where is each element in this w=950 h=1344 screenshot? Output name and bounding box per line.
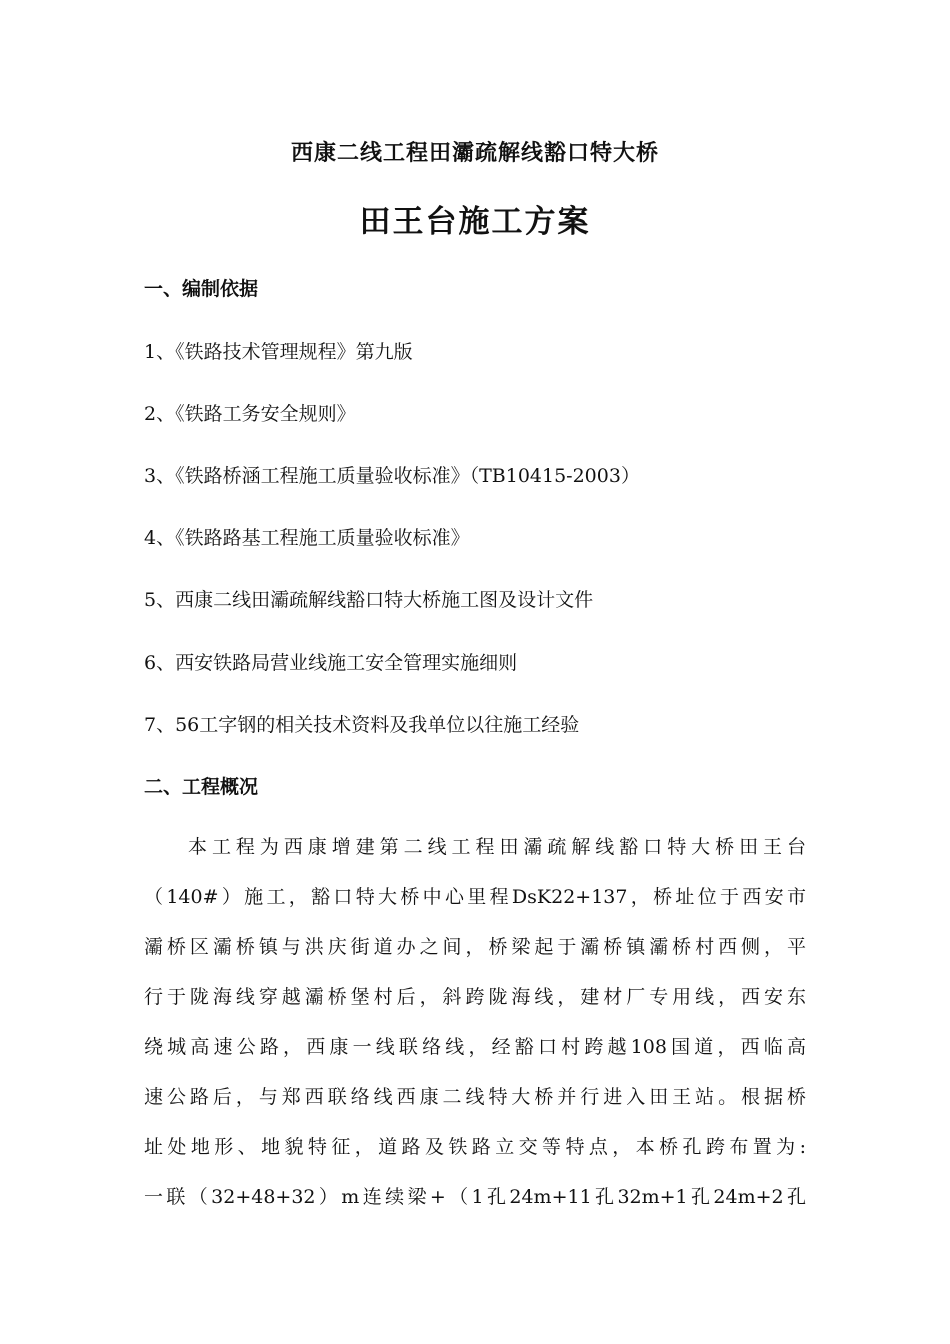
paragraph-line: 一联（32+48+32）m连续梁+（1孔24m+11孔32m+1孔24m+2孔 (144, 1186, 806, 1208)
document-title: 西康二线工程田灞疏解线豁口特大桥 (290, 140, 659, 166)
paragraph-line: 绕城高速公路，西康一线联络线，经豁口村跨越108国道，西临高 (144, 1036, 806, 1058)
section-heading-overview: 二、工程概况 (144, 776, 259, 798)
paragraph-line: 址处地形、地貌特征，道路及铁路立交等特点，本桥孔跨布置为: (144, 1136, 806, 1158)
reference-item: 3、《铁路桥涵工程施工质量验收标准》（TB10415-2003） (144, 465, 640, 487)
paragraph-line: （140#）施工，豁口特大桥中心里程DsK22+137，桥址位于西安市 (144, 886, 806, 908)
reference-item: 5、西康二线田灞疏解线豁口特大桥施工图及设计文件 (144, 589, 594, 611)
reference-item: 1、《铁路技术管理规程》第九版 (144, 341, 413, 363)
paragraph-line: 速公路后，与郑西联络线西康二线特大桥并行进入田王站。根据桥 (144, 1086, 806, 1108)
document-subtitle: 田王台施工方案 (359, 204, 591, 240)
overview-paragraph (144, 822, 806, 1222)
paragraph-line: 本工程为西康增建第二线工程田灞疏解线豁口特大桥田王台 (188, 836, 806, 858)
reference-item: 7、56工字钢的相关技术资料及我单位以往施工经验 (144, 714, 580, 736)
reference-item: 6、西安铁路局营业线施工安全管理实施细则 (144, 652, 518, 674)
paragraph-line: 灞桥区灞桥镇与洪庆街道办之间，桥梁起于灞桥镇灞桥村西侧，平 (144, 936, 806, 958)
section-heading-basis: 一、编制依据 (144, 278, 259, 300)
reference-item: 4、《铁路路基工程施工质量验收标准》 (144, 527, 470, 549)
reference-item: 2、《铁路工务安全规则》 (144, 403, 356, 425)
paragraph-line: 行于陇海线穿越灞桥堡村后，斜跨陇海线，建材厂专用线，西安东 (144, 986, 806, 1008)
